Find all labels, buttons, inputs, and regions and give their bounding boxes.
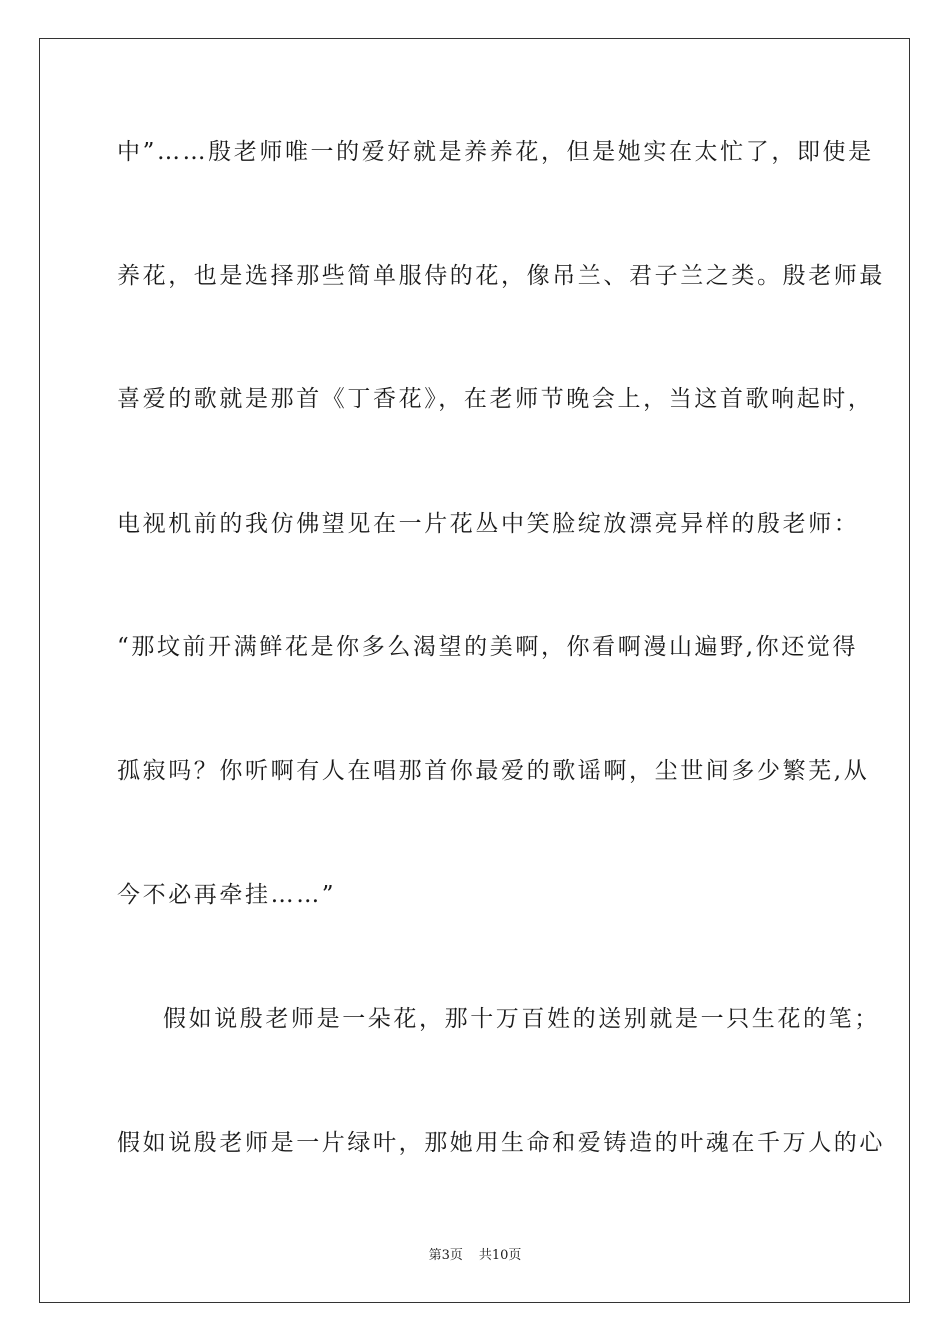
text-line-1: 中”……殷老师唯一的爱好就是养养花，但是她实在太忙了，即使是	[117, 139, 874, 165]
page-border	[39, 38, 910, 1303]
text-line-9: 假如说殷老师是一片绿叶，那她用生命和爱铸造的叶魂在千万人的心	[117, 1130, 885, 1156]
text-line-7: 今不必再牵挂……”	[117, 882, 337, 908]
page-number: 第3页	[428, 1248, 463, 1263]
text-line-8: 假如说殷老师是一朵花，那十万百姓的送别就是一只生花的笔；	[163, 1006, 880, 1032]
text-line-3: 喜爱的歌就是那首《丁香花》，在老师节晚会上，当这首歌响起时，	[117, 386, 874, 412]
page-total: 共10页	[478, 1248, 522, 1263]
text-line-4: 电视机前的我仿佛望见在一片花丛中笑脸绽放漂亮异样的殷老师：	[117, 511, 860, 537]
text-line-2: 养花，也是选择那些简单服侍的花，像吊兰、君子兰之类。殷老师最	[117, 263, 885, 289]
text-line-5: “那坟前开满鲜花是你多么渴望的美啊，你看啊漫山遍野,你还觉得	[117, 634, 859, 660]
text-line-6: 孤寂吗？你听啊有人在唱那首你最爱的歌谣啊，尘世间多少繁芜,从	[117, 758, 870, 784]
page-footer	[0, 1247, 950, 1265]
